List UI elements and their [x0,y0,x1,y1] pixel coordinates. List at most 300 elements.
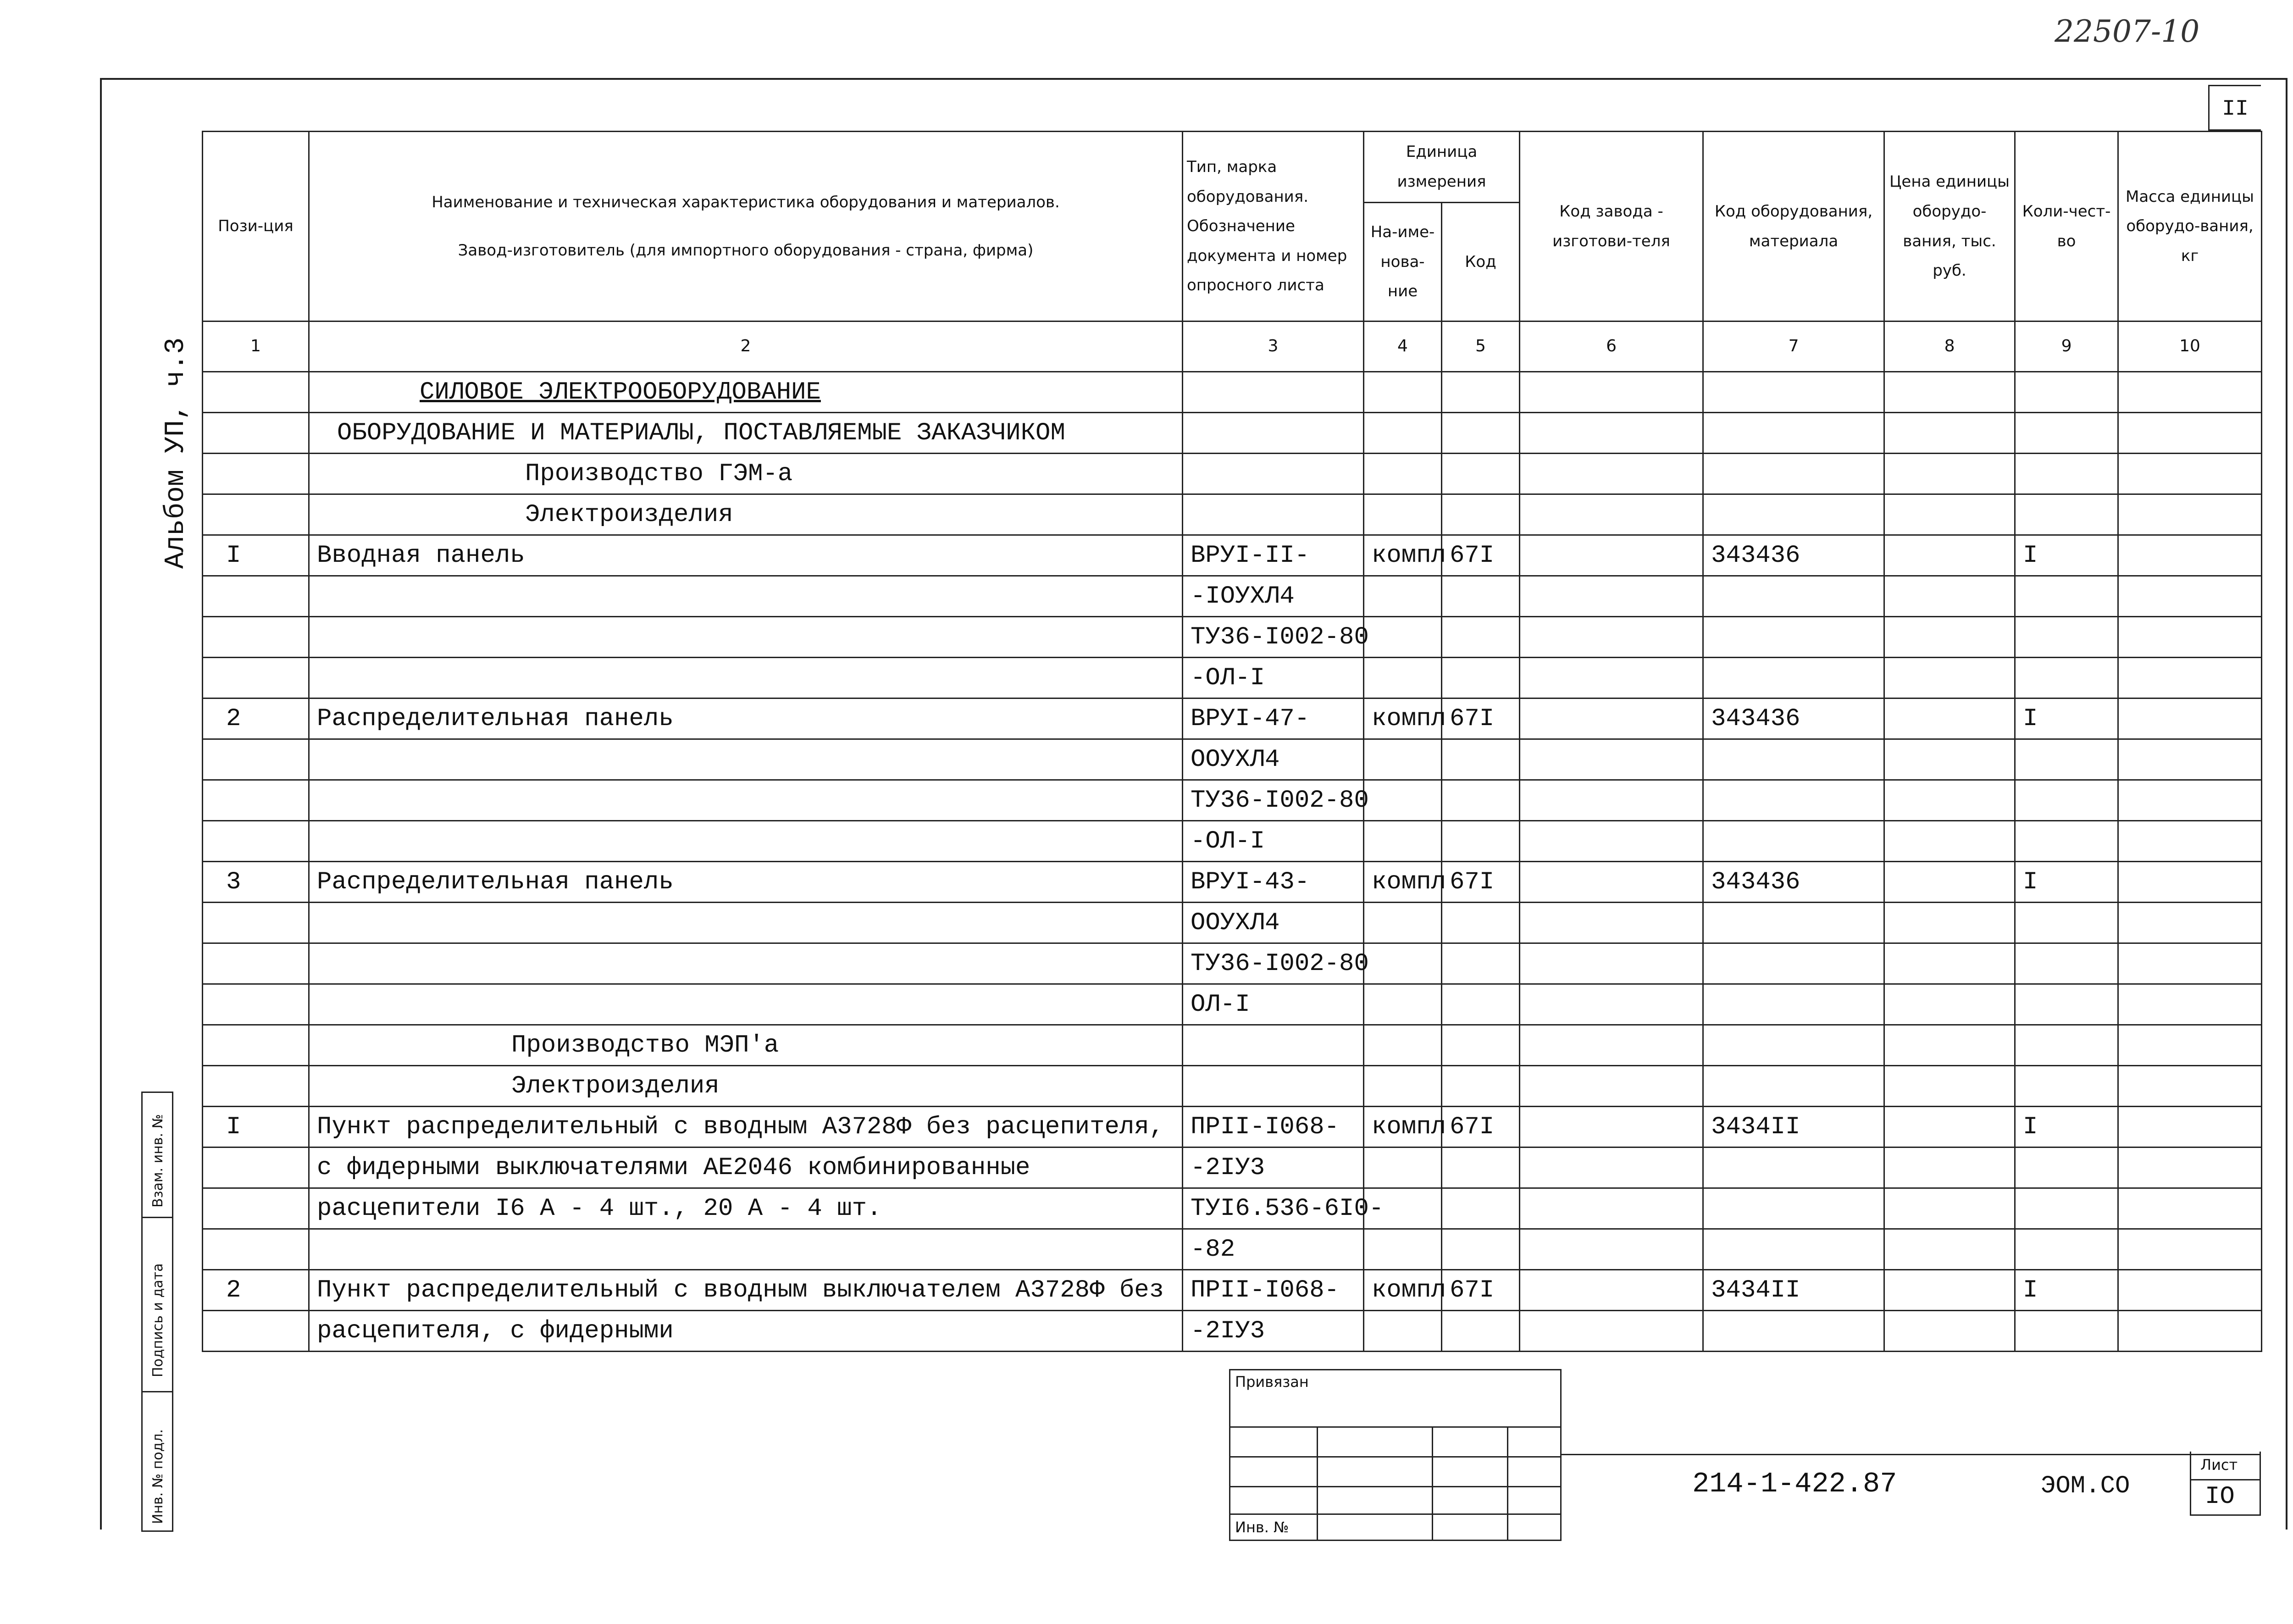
table-row [203,1311,2262,1352]
album-side-label: Альбом УП, ч.3 [161,337,192,569]
specification-table [202,131,2262,1352]
cell-unit-code: 67I [1442,1270,1520,1311]
cell-plant-code [1520,535,1703,576]
cell-position [203,1066,309,1107]
cell-unit-code [1442,372,1520,413]
cell-price [1884,984,2015,1025]
cell-unit-name [1364,739,1442,780]
cell-item-name: с фидерными выключателями АЕ2046 комбинированные [309,1147,1183,1188]
cell-price [1884,1229,2015,1270]
cell-position [203,1025,309,1066]
cell-mass [2118,372,2262,413]
cell-price [1884,1025,2015,1066]
table-row [203,698,2262,739]
cell-quantity [2015,780,2118,821]
sheet-number: IO [2205,1483,2235,1511]
cell-equipment-code [1703,454,1884,494]
cell-item-name [309,821,1183,862]
column-number: 7 [1703,321,1884,372]
handwritten-doc-number: 22507-10 [2055,14,2200,49]
cell-position [203,372,309,413]
cell-type-mark: ООУХЛ4 [1183,903,1364,943]
column-number: 4 [1364,321,1442,372]
cell-plant-code [1520,739,1703,780]
table-row [203,1270,2262,1311]
cell-plant-code [1520,658,1703,698]
cell-price [1884,1066,2015,1107]
cell-quantity [2015,1147,2118,1188]
cell-mass [2118,617,2262,658]
cell-quantity [2015,984,2118,1025]
cell-mass [2118,576,2262,617]
cell-quantity: I [2015,535,2118,576]
cell-type-mark: ТУI6.536-6I0- [1183,1188,1364,1229]
cell-unit-name [1364,1147,1442,1188]
cell-item-name [309,943,1183,984]
cell-quantity: I [2015,1270,2118,1311]
table-row [203,658,2262,698]
cell-equipment-code [1703,780,1884,821]
cell-unit-name [1364,576,1442,617]
cell-mass [2118,862,2262,903]
cell-unit-code [1442,1025,1520,1066]
cell-item-name: расцепителя, с фидерными [309,1311,1183,1352]
cell-unit-code: 67I [1442,862,1520,903]
cell-item-name [309,984,1183,1025]
table-row [203,454,2262,494]
cell-type-mark: ООУХЛ4 [1183,739,1364,780]
cell-price [1884,739,2015,780]
table-row [203,821,2262,862]
cell-mass [2118,1229,2262,1270]
cell-equipment-code [1703,739,1884,780]
cell-unit-name [1364,454,1442,494]
cell-item-name: Электроизделия [309,1066,1183,1107]
cell-unit-code [1442,1229,1520,1270]
cell-unit-code: 67I [1442,1107,1520,1147]
cell-item-name: Электроизделия [309,494,1183,535]
cell-item-name: Распределительная панель [309,862,1183,903]
cell-unit-name: компл [1364,535,1442,576]
column-number: 1 [203,321,309,372]
cell-unit-name [1364,658,1442,698]
document-mark: ЭОМ.СО [2041,1472,2130,1500]
cell-quantity [2015,1188,2118,1229]
cell-equipment-code [1703,984,1884,1025]
cell-equipment-code [1703,1066,1884,1107]
cell-quantity [2015,943,2118,984]
cell-position [203,943,309,984]
cell-equipment-code: 343436 [1703,535,1884,576]
cell-plant-code [1520,1311,1703,1352]
cell-plant-code [1520,454,1703,494]
cell-type-mark: ВРУI-47- [1183,698,1364,739]
cell-item-name [309,1229,1183,1270]
cell-item-name [309,617,1183,658]
cell-position: 2 [203,698,309,739]
cell-type-mark: ПРII-I068- [1183,1107,1364,1147]
header-equipment-code: Код оборудования, материала [1703,132,1884,321]
cell-unit-name [1364,413,1442,454]
cell-position [203,1229,309,1270]
header-name-line2: Завод-изготовитель (для импортного оборудования - страна, фирма) [458,241,1034,260]
table-row [203,535,2262,576]
cell-item-name: Вводная панель [309,535,1183,576]
table-row [203,1107,2262,1147]
table-row [203,739,2262,780]
cell-type-mark [1183,413,1364,454]
cell-mass [2118,821,2262,862]
cell-unit-name [1364,943,1442,984]
cell-plant-code [1520,984,1703,1025]
table-row [203,494,2262,535]
document-code: 214-1-422.87 [1692,1468,1897,1500]
cell-price [1884,454,2015,494]
cell-type-mark [1183,1066,1364,1107]
cell-price [1884,1188,2015,1229]
cell-equipment-code [1703,1311,1884,1352]
cell-unit-code [1442,576,1520,617]
cell-unit-code [1442,943,1520,984]
cell-unit-code [1442,1188,1520,1229]
cell-position [203,739,309,780]
table-row [203,617,2262,658]
cell-item-name: Пункт распределительный с вводным А3728Ф без расцепителя, [309,1107,1183,1147]
cell-price [1884,535,2015,576]
cell-quantity [2015,413,2118,454]
stamp-label-replace-inv: Взам. инв. № [150,1114,166,1208]
cell-position [203,780,309,821]
cell-equipment-code [1703,1188,1884,1229]
cell-type-mark: ТУ36-I002-80 [1183,617,1364,658]
sheet-box-top-number: II [2222,97,2249,122]
table-row [203,1066,2262,1107]
column-number: 9 [2015,321,2118,372]
table-row [203,372,2262,413]
cell-quantity [2015,494,2118,535]
cell-unit-code [1442,739,1520,780]
cell-plant-code [1520,617,1703,658]
cell-mass [2118,494,2262,535]
cell-price [1884,1311,2015,1352]
stamp-label-inv-orig: Инв. № подл. [150,1429,166,1524]
cell-unit-code [1442,821,1520,862]
cell-plant-code [1520,1229,1703,1270]
cell-price [1884,821,2015,862]
header-type: Тип, марка оборудования. Обозначение документа и номер опросного листа [1183,132,1364,321]
cell-type-mark: -2IУ3 [1183,1311,1364,1352]
stamp-divider-line [1562,1454,2261,1455]
table-row [203,1188,2262,1229]
cell-item-name: расцепители I6 А - 4 шт., 20 А - 4 шт. [309,1188,1183,1229]
cell-unit-name [1364,617,1442,658]
cell-quantity [2015,1025,2118,1066]
cell-mass [2118,1147,2262,1188]
cell-type-mark: ПРII-I068- [1183,1270,1364,1311]
cell-mass [2118,658,2262,698]
cell-equipment-code [1703,821,1884,862]
table-row [203,576,2262,617]
cell-unit-name: компл [1364,698,1442,739]
cell-position [203,494,309,535]
cell-quantity [2015,372,2118,413]
cell-plant-code [1520,413,1703,454]
cell-plant-code [1520,372,1703,413]
header-position: Пози-ция [203,132,309,321]
header-unit-group: Единица измерения [1364,132,1520,203]
cell-position: 2 [203,1270,309,1311]
stamp-privyazan: Привязан [1230,1370,1561,1427]
header-name-line1: Наименование и техническая характеристика оборудования и материалов. [432,193,1060,211]
cell-unit-name [1364,821,1442,862]
cell-mass [2118,1066,2262,1107]
cell-plant-code [1520,862,1703,903]
cell-plant-code [1520,1025,1703,1066]
specification-body [203,372,2262,1352]
cell-unit-name [1364,494,1442,535]
cell-mass [2118,1270,2262,1311]
cell-equipment-code [1703,413,1884,454]
cell-unit-name [1364,903,1442,943]
cell-equipment-code [1703,1025,1884,1066]
cell-unit-code [1442,984,1520,1025]
cell-mass [2118,535,2262,576]
cell-unit-code [1442,658,1520,698]
sheet-number-box [2190,1452,2261,1516]
cell-price [1884,494,2015,535]
cell-unit-code: 67I [1442,698,1520,739]
cell-equipment-code [1703,1229,1884,1270]
cell-mass [2118,1188,2262,1229]
column-number: 5 [1442,321,1520,372]
cell-equipment-code: 3434II [1703,1107,1884,1147]
cell-quantity [2015,903,2118,943]
cell-price [1884,1270,2015,1311]
cell-mass [2118,698,2262,739]
cell-equipment-code [1703,617,1884,658]
cell-type-mark: -IОУХЛ4 [1183,576,1364,617]
column-number: 6 [1520,321,1703,372]
left-stamp-strip [141,1092,173,1532]
cell-price [1884,617,2015,658]
cell-item-name: ОБОРУДОВАНИЕ И МАТЕРИАЛЫ, ПОСТАВЛЯЕМЫЕ ЗАКАЗЧИКОМ [309,413,1183,454]
table-row [203,903,2262,943]
cell-item-name [309,903,1183,943]
cell-plant-code [1520,1188,1703,1229]
cell-price [1884,576,2015,617]
cell-item-name: Распределительная панель [309,698,1183,739]
cell-type-mark [1183,372,1364,413]
sheet-box-top [2208,85,2261,131]
cell-quantity: I [2015,862,2118,903]
cell-equipment-code [1703,1147,1884,1188]
cell-unit-name [1364,372,1442,413]
cell-plant-code [1520,1066,1703,1107]
cell-plant-code [1520,780,1703,821]
header-name-cell [309,132,1183,321]
cell-position [203,1311,309,1352]
cell-unit-code: 67I [1442,535,1520,576]
cell-plant-code [1520,943,1703,984]
column-number: 3 [1183,321,1364,372]
column-number: 8 [1884,321,2015,372]
cell-price [1884,698,2015,739]
table-row [203,862,2262,903]
cell-plant-code [1520,1107,1703,1147]
cell-unit-name [1364,1229,1442,1270]
cell-unit-code [1442,1147,1520,1188]
cell-mass [2118,903,2262,943]
cell-unit-code [1442,1066,1520,1107]
cell-item-name: Производство МЭП'а [309,1025,1183,1066]
cell-item-name: Пункт распределительный с вводным выключателем А3728Ф без [309,1270,1183,1311]
header-price: Цена единицы оборудо-вания, тыс. руб. [1884,132,2015,321]
cell-type-mark: ТУ36-I002-80 [1183,943,1364,984]
cell-quantity [2015,739,2118,780]
cell-unit-code [1442,780,1520,821]
cell-mass [2118,413,2262,454]
cell-equipment-code [1703,903,1884,943]
cell-price [1884,1107,2015,1147]
cell-quantity [2015,658,2118,698]
cell-quantity [2015,821,2118,862]
cell-price [1884,372,2015,413]
column-number: 2 [309,321,1183,372]
cell-position: I [203,1107,309,1147]
cell-type-mark: ВРУI-II- [1183,535,1364,576]
cell-item-name [309,576,1183,617]
cell-mass [2118,739,2262,780]
cell-equipment-code [1703,943,1884,984]
cell-quantity: I [2015,1107,2118,1147]
table-row [203,1025,2262,1066]
cell-position [203,821,309,862]
cell-type-mark [1183,494,1364,535]
cell-position: 3 [203,862,309,903]
cell-equipment-code: 343436 [1703,698,1884,739]
cell-equipment-code [1703,372,1884,413]
cell-plant-code [1520,698,1703,739]
header-unit-code: Код [1442,203,1520,321]
cell-unit-code [1442,413,1520,454]
table-row [203,1229,2262,1270]
cell-unit-name [1364,984,1442,1025]
cell-item-name: Производство ГЭМ-а [309,454,1183,494]
table-row [203,1147,2262,1188]
cell-unit-code [1442,617,1520,658]
table-row [203,413,2262,454]
cell-item-name [309,780,1183,821]
cell-position [203,1147,309,1188]
cell-mass [2118,943,2262,984]
cell-type-mark: ТУ36-I002-80 [1183,780,1364,821]
cell-equipment-code: 3434II [1703,1270,1884,1311]
cell-quantity [2015,617,2118,658]
cell-unit-name [1364,1066,1442,1107]
cell-position [203,576,309,617]
cell-item-name [309,658,1183,698]
cell-position [203,1188,309,1229]
cell-position [203,984,309,1025]
cell-price [1884,1147,2015,1188]
cell-type-mark: -ОЛ-I [1183,821,1364,862]
cell-mass [2118,1107,2262,1147]
cell-plant-code [1520,1270,1703,1311]
cell-price [1884,658,2015,698]
cell-equipment-code [1703,494,1884,535]
sheet-label: Лист [2200,1456,2238,1474]
cell-unit-code [1442,1311,1520,1352]
cell-type-mark: ОЛ-I [1183,984,1364,1025]
cell-type-mark: ВРУI-43- [1183,862,1364,903]
table-row [203,943,2262,984]
header-mass: Масса единицы оборудо-вания, кг [2118,132,2262,321]
cell-price [1884,780,2015,821]
cell-equipment-code: 343436 [1703,862,1884,903]
cell-position [203,617,309,658]
cell-item-name [309,739,1183,780]
table-row [203,984,2262,1025]
header-plant-code: Код завода - изготови-теля [1520,132,1703,321]
cell-plant-code [1520,494,1703,535]
cell-mass [2118,984,2262,1025]
cell-price [1884,413,2015,454]
cell-plant-code [1520,821,1703,862]
cell-mass [2118,1025,2262,1066]
cell-quantity: I [2015,698,2118,739]
cell-quantity [2015,576,2118,617]
stamp-label-signature-date: Подпись и дата [150,1263,166,1377]
cell-type-mark: -2IУ3 [1183,1147,1364,1188]
cell-unit-name: компл [1364,862,1442,903]
cell-type-mark [1183,1025,1364,1066]
header-unit-name: На-име-нова-ние [1364,203,1442,321]
stamp-inv-no: Инв. № [1230,1514,1318,1541]
cell-type-mark: -ОЛ-I [1183,658,1364,698]
cell-type-mark: -82 [1183,1229,1364,1270]
cell-position [203,413,309,454]
header-quantity: Коли-чест-во [2015,132,2118,321]
cell-plant-code [1520,1147,1703,1188]
cell-mass [2118,780,2262,821]
cell-position [203,903,309,943]
cell-position [203,454,309,494]
cell-quantity [2015,1066,2118,1107]
cell-price [1884,903,2015,943]
cell-unit-name [1364,780,1442,821]
cell-mass [2118,1311,2262,1352]
cell-price [1884,862,2015,903]
cell-price [1884,943,2015,984]
cell-quantity [2015,1311,2118,1352]
cell-unit-code [1442,903,1520,943]
cell-position [203,658,309,698]
column-number: 10 [2118,321,2262,372]
cell-mass [2118,454,2262,494]
cell-position: I [203,535,309,576]
cell-unit-code [1442,494,1520,535]
cell-unit-name [1364,1311,1442,1352]
cell-unit-name: компл [1364,1107,1442,1147]
cell-plant-code [1520,903,1703,943]
cell-quantity [2015,1229,2118,1270]
cell-unit-name: компл [1364,1270,1442,1311]
cell-quantity [2015,454,2118,494]
cell-equipment-code [1703,576,1884,617]
cell-type-mark [1183,454,1364,494]
header-row [203,132,2262,203]
binding-stamp [1229,1369,1562,1541]
